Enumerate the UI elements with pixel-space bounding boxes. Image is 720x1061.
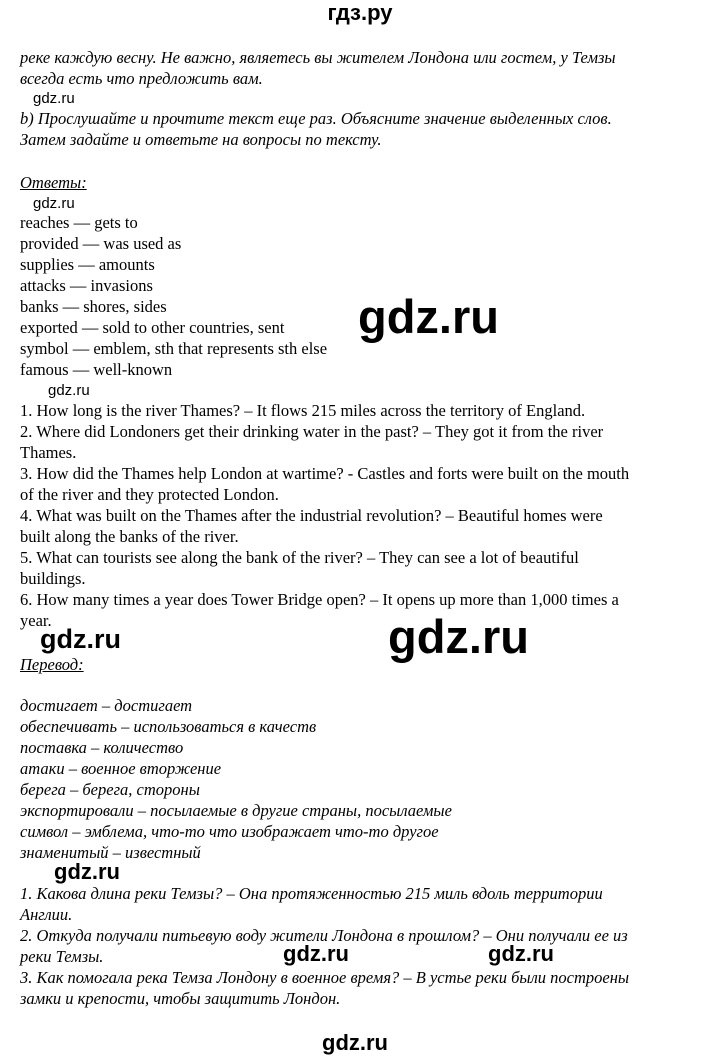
vocab-en-item: symbol — emblem, sth that represents sth else [20,339,328,358]
qa-en-line: of the river and they protected London. [20,485,279,504]
qa-ru-line: 3. Как помогала река Темза Лондону в военное время? – В устье реки были построены [20,968,630,987]
watermark-large: gdz.ru [358,290,499,343]
vocab-ru-item: экспортировали – посылаемые в другие страны, посылаемые [20,801,452,820]
task-line: b) Прослушайте и прочтите текст еще раз. Объясните значение выделенных слов. [20,109,612,128]
qa-en-line: 4. What was built on the Thames after the industrial revolution? – Beautiful homes were [20,506,603,525]
vocab-ru-item: атаки – военное вторжение [20,759,222,778]
qa-ru-line: замки и крепости, чтобы защитить Лондон. [20,989,341,1008]
vocab-en-item: supplies — amounts [20,255,155,274]
translation-heading: Перевод: [20,655,84,674]
vocab-ru-item: обеспечивать – использоваться в качеств [20,717,317,736]
vocab-en-item: attacks — invasions [20,276,153,295]
watermark: gdz.ru [33,90,75,107]
qa-en-line: Thames. [20,443,77,462]
watermark-large: gdz.ru [40,624,121,654]
watermark: gdz.ru [48,382,90,399]
site-title: гдз.ру [327,0,393,25]
intro-line: реке каждую весну. Не важно, являетесь вы жителем Лондона или гостем, у Темзы [20,48,616,67]
qa-ru-line: 2. Откуда получали питьевую воду жители Лондона в прошлом? – Они получали ее из [20,926,628,945]
qa-en-line: 6. How many times a year does Tower Bridge open? – It opens up more than 1,000 times a [20,590,619,609]
vocab-ru-item: достигает – достигает [20,696,193,715]
vocab-ru-item: знаменитый – известный [20,843,201,862]
qa-en-line: 3. How did the Thames help London at wartime? - Castles and forts were built on the mouth [20,464,630,483]
qa-en-line: year. [20,611,52,630]
vocab-ru-item: символ – эмблема, что-то что изображает что-то другое [20,822,439,841]
vocab-en-item: famous — well-known [20,360,173,379]
vocab-en-item: banks — shores, sides [20,297,167,316]
qa-ru-line: Англии. [20,905,73,924]
intro-line: всегда есть что предложить вам. [20,69,263,88]
vocab-ru-item: берега – берега, стороны [20,780,200,799]
qa-en-line: built along the banks of the river. [20,527,239,546]
qa-en-line: buildings. [20,569,86,588]
qa-ru-line: 1. Какова длина реки Темзы? – Она протяженностью 215 миль вдоль территории [20,884,603,903]
vocab-ru-item: поставка – количество [20,738,184,757]
vocab-en-item: exported — sold to other countries, sent [20,318,285,337]
watermark: gdz.ru [33,195,75,212]
watermark-large: gdz.ru [283,941,349,966]
watermark-large: gdz.ru [388,610,529,663]
qa-en-line: 2. Where did Londoners get their drinking water in the past? – They got it from the river [20,422,604,441]
qa-ru-line: реки Темзы. [20,947,104,966]
qa-en-line: 1. How long is the river Thames? – It flows 215 miles across the territory of England. [20,401,586,420]
watermark-large: gdz.ru [488,941,554,966]
footer-watermark: gdz.ru [322,1030,388,1055]
qa-en-line: 5. What can tourists see along the bank of the river? – They can see a lot of beautiful [20,548,579,567]
task-line: Затем задайте и ответьте на вопросы по тексту. [20,130,382,149]
vocab-en-item: reaches — gets to [20,213,138,232]
answers-heading: Ответы: [20,173,87,192]
watermark-large: gdz.ru [54,859,120,884]
vocab-en-item: provided — was used as [20,234,182,253]
